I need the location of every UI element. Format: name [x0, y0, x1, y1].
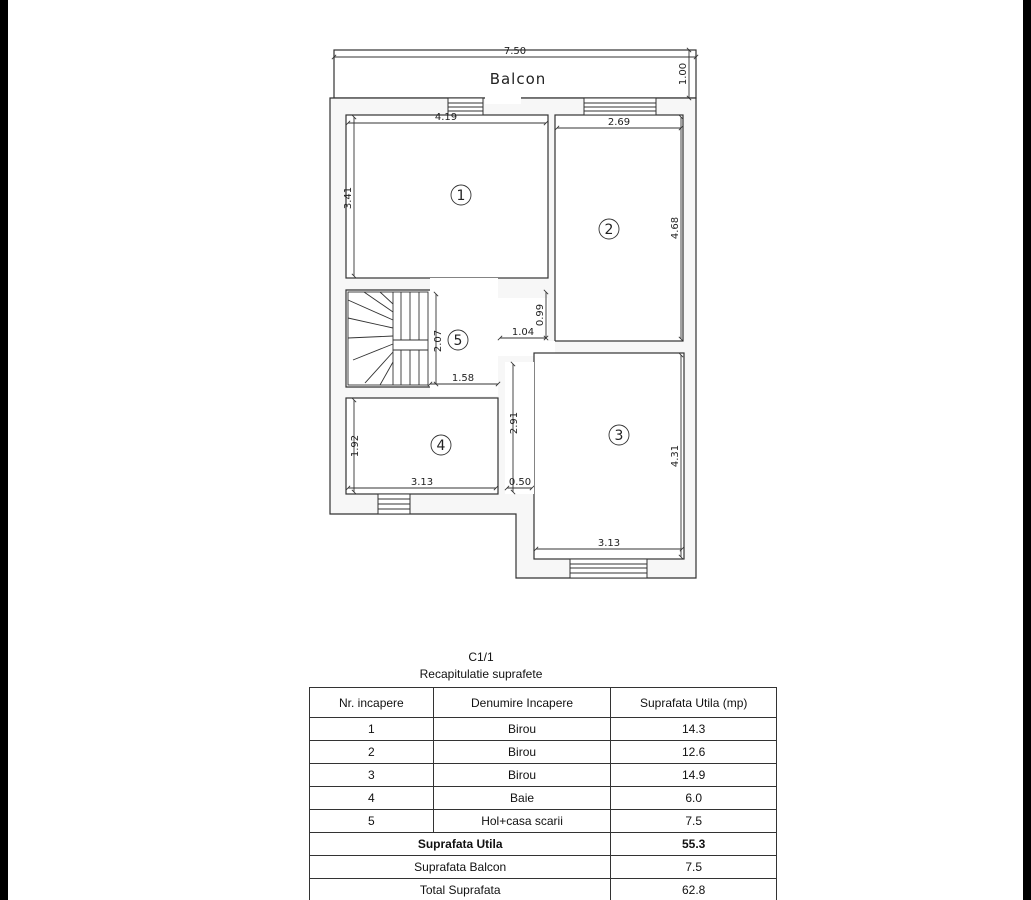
dim-balcony-width: 7.50	[503, 46, 527, 57]
header-room-nr: Nr. incapere	[310, 688, 434, 718]
total-value: 7.5	[611, 856, 777, 879]
dim-hall-b: 0.99	[535, 303, 546, 327]
room-1	[346, 115, 548, 278]
dim-room4-depth: 1.92	[350, 434, 361, 458]
dim-balcony-depth: 1.00	[678, 62, 689, 86]
cell-nr: 1	[310, 718, 434, 741]
dim-room3-width: 3.13	[597, 538, 621, 549]
total-row-usable	[310, 833, 777, 856]
cell-name: Birou	[433, 741, 611, 764]
table-row	[310, 810, 777, 833]
table-title: Recapitulatie suprafete	[419, 667, 543, 681]
room-marker-5: 5	[453, 333, 463, 349]
dim-room3-left-depth: 2.91	[509, 411, 520, 435]
cell-area: 7.5	[611, 810, 777, 833]
dim-room3-depth: 4.31	[670, 444, 681, 468]
total-value: 55.3	[611, 833, 777, 856]
header-room-name: Denumire Incapere	[433, 688, 611, 718]
total-value: 62.8	[611, 879, 777, 900]
room-marker-1: 1	[456, 188, 466, 204]
cell-name: Hol+casa scarii	[433, 810, 611, 833]
table-row	[310, 741, 777, 764]
table-row	[310, 787, 777, 810]
room-marker-2: 2	[604, 222, 614, 238]
total-label: Suprafata Balcon	[310, 856, 611, 879]
window-room2	[584, 98, 656, 115]
cell-name: Baie	[433, 787, 611, 810]
table-header-row	[310, 688, 777, 718]
cell-nr: 4	[310, 787, 434, 810]
total-label: Total Suprafata	[310, 879, 611, 900]
dim-room1-width: 4.19	[434, 112, 458, 123]
dim-room4-width: 3.13	[410, 477, 434, 488]
cell-area: 6.0	[611, 787, 777, 810]
room-marker-3: 3	[614, 428, 624, 444]
total-row-overall	[310, 879, 777, 900]
dim-room2-width: 2.69	[607, 117, 631, 128]
dim-stair-width: 1.58	[451, 373, 475, 384]
total-row-balcony	[310, 856, 777, 879]
cell-nr: 5	[310, 810, 434, 833]
dim-hall-a: 1.04	[511, 327, 535, 338]
cell-name: Birou	[433, 764, 611, 787]
balcony-label: Balcon	[489, 70, 547, 88]
dim-room2-depth: 4.68	[670, 216, 681, 240]
cell-nr: 2	[310, 741, 434, 764]
balcony-door-opening	[485, 92, 521, 104]
cell-area: 14.3	[611, 718, 777, 741]
header-usable-area: Suprafata Utila (mp)	[611, 688, 777, 718]
table-row	[310, 718, 777, 741]
dim-corridor-width: 0.50	[508, 477, 532, 488]
drawing-code: C1/1	[468, 650, 494, 664]
room-marker-4: 4	[436, 438, 446, 454]
total-label: Suprafata Utila	[310, 833, 611, 856]
drawing-sheet	[8, 0, 1023, 900]
dim-stair-depth: 2.07	[433, 329, 444, 353]
window-room3	[570, 559, 647, 578]
cell-area: 12.6	[611, 741, 777, 764]
dim-room1-depth: 3.41	[343, 186, 354, 210]
room-3	[534, 353, 684, 559]
cell-name: Birou	[433, 718, 611, 741]
cell-area: 14.9	[611, 764, 777, 787]
floor-plan	[8, 0, 1023, 640]
window-room4	[378, 494, 410, 514]
cell-nr: 3	[310, 764, 434, 787]
area-summary-table	[309, 687, 777, 900]
table-row	[310, 764, 777, 787]
